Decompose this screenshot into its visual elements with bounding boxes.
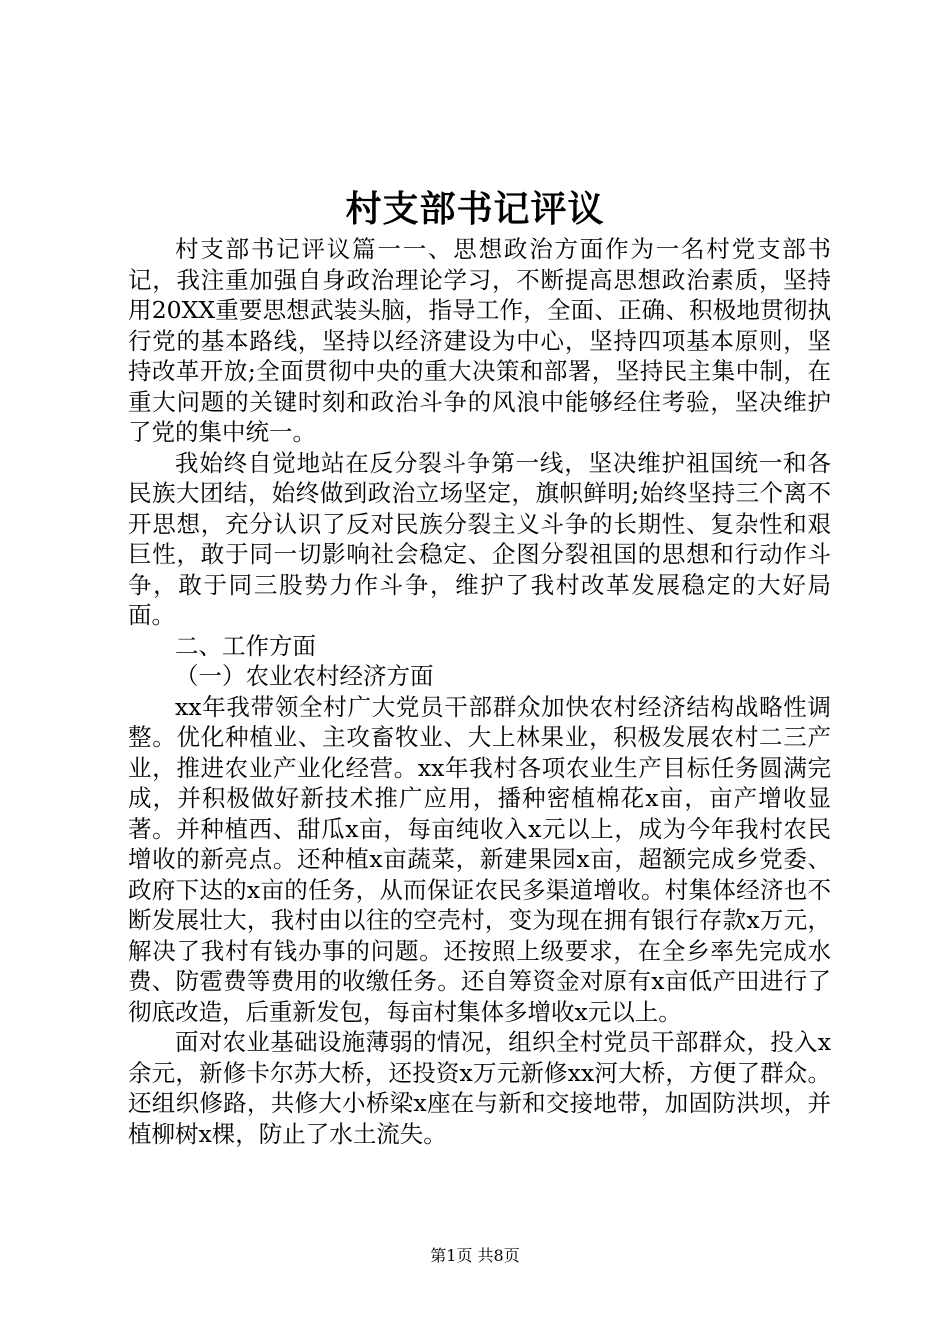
document-title: 村支部书记评议 (345, 188, 605, 230)
subsection-heading-agriculture: （一）农业农村经济方面 (175, 662, 434, 690)
paragraph-infrastructure: 面对农业基础设施薄弱的情况，组织全村党员干部群众，投入x余元，新修卡尔苏大桥，还投资x万元新修xx河大桥，方便了群众。还组织修路，共修大小桥梁x座在与新和交接地带，加固防洪坝，并植柳树x棵，防止了水土流失。 (128, 1028, 831, 1148)
paragraph-agriculture-economy: xx年我带领全村广大党员干部群众加快农村经济结构战略性调整。优化种植业、主攻畜牧业、大上林果业，积极发展农村二三产业，推进农业产业化经营。xx年我村各项农业生产目标任务圆满完成，并积极做好新技术推广应用，播种密植棉花x亩，亩产增收显著。并种植西、甜瓜x亩，每亩纯收入x元以上，成为今年我村农民增收的新亮点。还种植x亩蔬菜，新建果园x亩，超额完成乡党委、政府下达的x亩的任务，从而保证农民多渠道增收。村集体经济也不断发展壮大，我村由以往的空壳村，变为现在拥有银行存款x万元，解决了我村有钱办事的问题。还按照上级要求，在全乡率先完成水费、防雹费等费用的收缴任务。还自筹资金对原有x亩低产田进行了彻底改造，后重新发包，每亩村集体多增收x元以上。 (128, 692, 831, 1026)
section-heading-work: 二、工作方面 (175, 631, 316, 660)
document-body (128, 234, 831, 1149)
paragraph-anti-separatism: 我始终自觉地站在反分裂斗争第一线，坚决维护祖国统一和各民族大团结，始终做到政治立场坚定，旗帜鲜明;始终坚持三个离不开思想，充分认识了反对民族分裂主义斗争的长期性、复杂性和艰巨性，敢于同一切影响社会稳定、企图分裂祖国的思想和行动作斗争，敢于同三股势力作斗争，维护了我村改革发展稳定的大好局面。 (128, 448, 831, 629)
page-footer: 第1页 共8页 (430, 1246, 520, 1265)
paragraph-intro-political: 村支部书记评议篇一一、思想政治方面作为一名村党支部书记，我注重加强自身政治理论学习，不断提高思想政治素质，坚持用20XX重要思想武装头脑，指导工作，全面、正确、积极地贯彻执行党的基本路线，坚持以经济建设为中心，坚持四项基本原则，坚持改革开放;全面贯彻中央的重大决策和部署，坚持民主集中制，在重大问题的关键时刻和政治斗争的风浪中能够经住考验，坚决维护了党的集中统一。 (128, 235, 831, 446)
